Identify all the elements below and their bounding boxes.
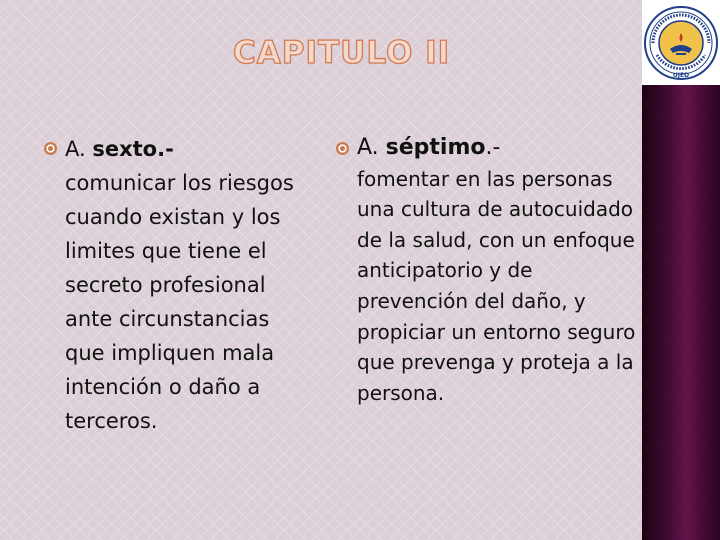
right-heading-bold: séptimo (385, 135, 486, 160)
university-logo-area (642, 0, 720, 85)
right-body-text: fomentar en las personas una cultura de autocuidado de la salud, con un enfoque anticipatorio y de prevención del daño, y propiciar un entorno seguro que prevenga y proteja a la persona. (357, 166, 636, 405)
left-bullet-item (44, 136, 309, 438)
left-heading-prefix: A. (65, 137, 93, 161)
svg-text:UJED: UJED (672, 71, 690, 79)
left-body-text: comunicar los riesgos cuando existan y los limites que tiene el secreto profesional ante circunstancias que impliquen mala intención o daño a terceros. (65, 171, 294, 433)
faculty-seal-logo (643, 3, 719, 83)
left-bullet-text (65, 132, 309, 438)
right-heading-prefix: A. (357, 135, 386, 160)
bullet-icon (336, 142, 349, 155)
slide-title: CAPITULO II (233, 35, 451, 71)
right-heading-suffix: .- (485, 135, 501, 160)
bullet-icon (44, 142, 57, 155)
right-bullet-text (357, 132, 636, 408)
left-heading-bold: sexto.- (92, 137, 174, 161)
decorative-side-band (642, 85, 720, 540)
right-bullet-item (336, 136, 636, 408)
